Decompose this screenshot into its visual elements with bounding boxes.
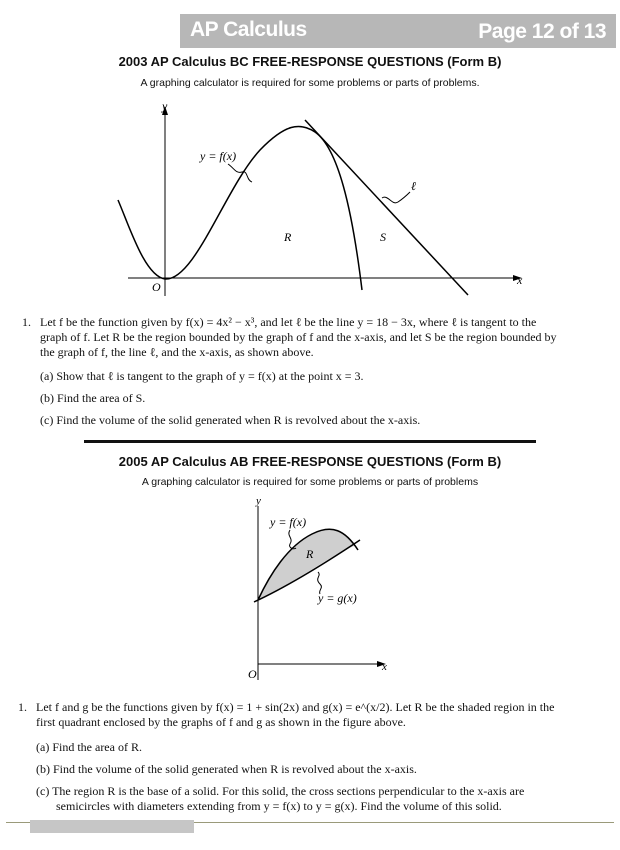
figure-2-graph (240, 494, 400, 684)
x-axis-label: x (382, 661, 387, 673)
region-s-label: S (380, 230, 386, 244)
region-r-shading (258, 529, 354, 600)
problem-line: first quadrant enclosed by the graphs of f and g as shown in the figure above. (36, 715, 406, 729)
problem-line: Let f and g be the functions given by f(x) = 1 + sin(2x) and g(x) = e^(x/2). Let R be the shaded region in the (36, 700, 555, 714)
curve-f-label: y = f(x) (200, 149, 237, 163)
problem-line: Let f be the function given by f(x) = 4x² − x³, and let ℓ be the line y = 18 − 3x, where ℓ is tangent to the (40, 315, 537, 329)
section-divider (84, 440, 536, 443)
part-c-2005 (36, 784, 612, 814)
section2-subheading: A graphing calculator is required for some problems or parts of problems (141, 476, 479, 488)
curve-g-label: y = g(x) (318, 591, 357, 605)
part-c-line: (c) The region R is the base of a solid. For this solid, the cross sections perpendicular to the x-axis are (36, 784, 525, 798)
section1-subheading: A graphing calculator is required for some problems or parts of problems. (140, 77, 480, 89)
y-axis-label: y (256, 495, 261, 507)
banner-title: AP Calculus (190, 18, 307, 41)
part-c-2003: (c) Find the volume of the solid generated when R is revolved about the x-axis. (40, 413, 421, 427)
curve-f-label: y = f(x) (270, 515, 307, 529)
figure-1-graph (100, 98, 540, 302)
problem-text (40, 315, 557, 360)
line-ell-label: ℓ (411, 179, 416, 193)
part-a-2003: (a) Show that ℓ is tangent to the graph of y = f(x) at the point x = 3. (40, 369, 364, 383)
problem-text (36, 700, 554, 730)
part-b-2003: (b) Find the area of S. (40, 391, 146, 405)
x-axis-label: x (517, 273, 523, 287)
part-b-2005: (b) Find the volume of the solid generated when R is revolved about the x-axis. (36, 762, 417, 776)
page-indicator: Page 12 of 13 (478, 20, 606, 43)
line-label-pointer (382, 192, 410, 203)
problem-1-2003 (22, 315, 612, 361)
problem-line: graph of f. Let R be the region bounded by the graph of f and the x-axis, and let S be the region bounded by (40, 330, 557, 344)
y-axis-label: y (162, 99, 168, 113)
part-a-2005: (a) Find the area of R. (36, 740, 142, 754)
region-r-label: R (306, 547, 314, 561)
problem-1-2005 (18, 700, 614, 732)
curve-f (118, 126, 362, 290)
header-banner (180, 14, 616, 48)
origin-label: O (248, 667, 257, 681)
problem-number: 1. (18, 700, 27, 714)
tangent-line (305, 120, 468, 295)
origin-label: O (152, 280, 161, 294)
region-r-label: R (284, 230, 292, 244)
problem-line: the graph of f, the line ℓ, and the x-axis, as shown above. (40, 345, 314, 359)
section1-heading: 2003 AP Calculus BC FREE-RESPONSE QUESTIONS (Form B) (118, 54, 502, 69)
footer-bar (30, 820, 194, 833)
problem-number: 1. (22, 315, 31, 329)
section2-heading: 2005 AP Calculus AB FREE-RESPONSE QUESTIONS (Form B) (118, 454, 502, 469)
part-c-line: semicircles with diameters extending from y = f(x) to y = g(x). Find the volume of this solid. (56, 799, 502, 813)
curve-label-pointer (228, 164, 252, 182)
